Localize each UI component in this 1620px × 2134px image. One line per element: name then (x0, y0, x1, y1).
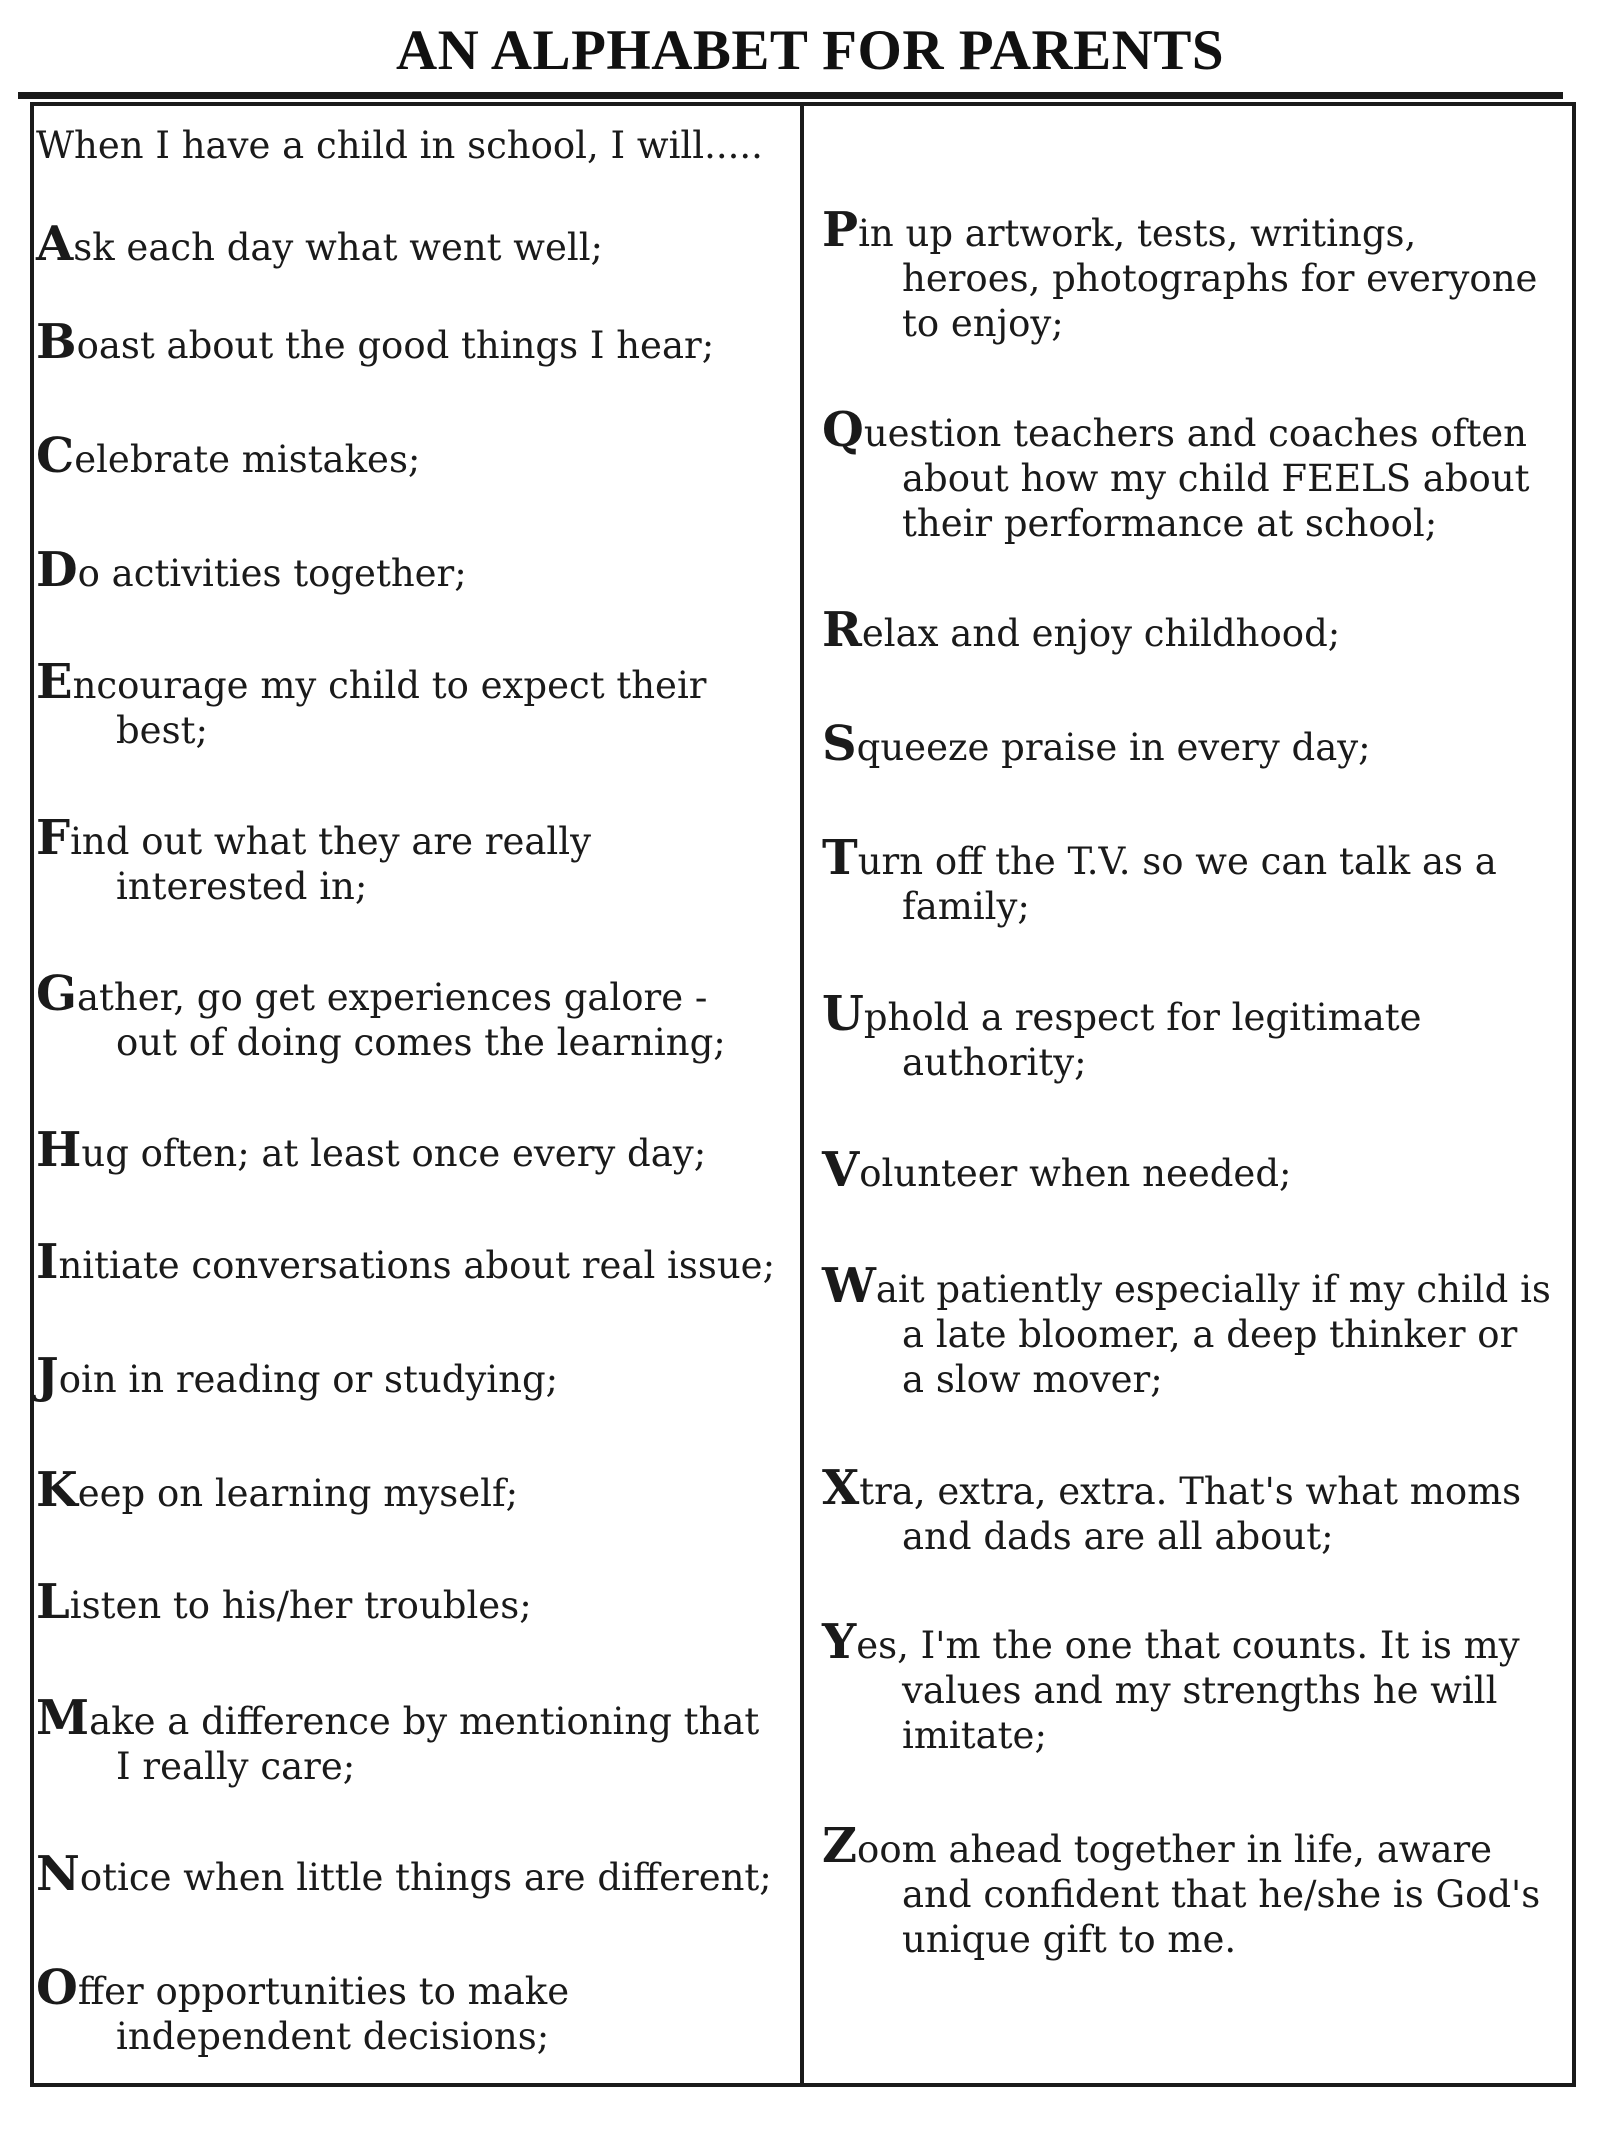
entry-initial-letter: C (36, 428, 75, 484)
entry-first-line (36, 1574, 532, 1630)
entry-text: isten to his/her troubles; (69, 1584, 532, 1627)
entry-text: queeze praise in every day; (856, 726, 1371, 769)
alphabet-entry-y (822, 1614, 1520, 1758)
entry-initial-letter: L (36, 1574, 70, 1630)
entry-first-line (822, 402, 1527, 458)
entry-text: uestion teachers and coaches often (863, 412, 1527, 455)
entry-first-line (822, 1614, 1520, 1670)
alphabet-entry-g (36, 966, 726, 1065)
alphabet-entry-i (36, 1234, 776, 1290)
entry-text: o activities together; (77, 552, 467, 595)
alphabet-entry-v (822, 1142, 1292, 1198)
alphabet-entry-x (822, 1460, 1522, 1559)
entry-initial-letter: K (36, 1462, 78, 1518)
entry-first-line (36, 966, 708, 1022)
entry-initial-letter: B (36, 314, 77, 370)
entry-text: otice when little things are different; (79, 1856, 772, 1899)
alphabet-entry-h (36, 1122, 707, 1178)
alphabet-entry-c (36, 428, 421, 484)
entry-first-line (36, 1690, 760, 1746)
entry-continuation-line: out of doing comes the learning; (116, 1021, 726, 1064)
entry-first-line (36, 1462, 519, 1518)
entry-first-line (822, 1142, 1292, 1198)
entry-continuation-line: family; (902, 885, 1030, 928)
entry-first-line (822, 986, 1422, 1042)
alphabet-entry-p (822, 202, 1538, 346)
alphabet-entry-j (36, 1348, 559, 1404)
entry-continuation-line: interested in; (116, 865, 368, 908)
entry-continuation-line: and confident that he/she is God's (902, 1873, 1541, 1916)
entry-text: oast about the good things I hear; (76, 324, 715, 367)
entry-first-line (822, 202, 1417, 258)
entry-text: urn off the T.V. so we can talk as a (857, 840, 1497, 883)
alphabet-entry-d (36, 542, 467, 598)
entry-initial-letter: Z (822, 1818, 858, 1874)
entry-text: ather, go get experiences galore - (77, 976, 708, 1019)
alphabet-entry-f (36, 810, 591, 909)
alphabet-entry-s (822, 716, 1371, 772)
entry-first-line (822, 1460, 1522, 1516)
title-rule (18, 92, 1563, 99)
alphabet-entry-u (822, 986, 1422, 1085)
entry-initial-letter: W (822, 1258, 876, 1314)
entry-continuation-line: best; (116, 709, 208, 752)
entry-first-line (822, 716, 1371, 772)
entry-first-line (36, 1122, 707, 1178)
entry-text: ffer opportunities to make (77, 1970, 570, 2013)
entry-first-line (36, 1348, 559, 1404)
entry-text: eep on learning myself; (77, 1472, 519, 1515)
entry-first-line (36, 810, 591, 866)
alphabet-entry-l (36, 1574, 532, 1630)
entry-initial-letter: G (36, 966, 77, 1022)
entry-continuation-line: their performance at school; (902, 502, 1438, 545)
entry-text: elax and enjoy childhood; (861, 612, 1341, 655)
entry-first-line (36, 428, 421, 484)
entry-text: olunteer when needed; (859, 1152, 1292, 1195)
entry-initial-letter: Q (822, 402, 864, 458)
entry-continuation-line: a slow mover; (902, 1358, 1163, 1401)
entry-first-line (36, 1846, 772, 1902)
entry-initial-letter: N (36, 1846, 80, 1902)
entry-initial-letter: J (36, 1348, 59, 1404)
entry-first-line (822, 1258, 1551, 1314)
entry-initial-letter: H (36, 1122, 82, 1178)
alphabet-entry-o (36, 1960, 570, 2059)
entry-first-line (36, 314, 715, 370)
entry-continuation-line: independent decisions; (116, 2015, 550, 2058)
entry-continuation-line: unique gift to me. (902, 1918, 1237, 1961)
entry-initial-letter: V (822, 1142, 860, 1198)
entry-continuation-line: about how my child FEELS about (902, 457, 1530, 500)
page-title: AN ALPHABET FOR PARENTS (395, 19, 1225, 82)
alphabet-entry-q (822, 402, 1530, 546)
entry-initial-letter: I (36, 1234, 59, 1290)
alphabet-entry-t (822, 830, 1497, 929)
entry-continuation-line: I really care; (116, 1745, 356, 1788)
entry-continuation-line: and dads are all about; (902, 1515, 1334, 1558)
entry-initial-letter: T (822, 830, 858, 886)
entry-initial-letter: O (36, 1960, 78, 2016)
entry-initial-letter: R (822, 602, 862, 658)
entry-text: ncourage my child to expect their (72, 664, 707, 707)
entry-initial-letter: S (822, 716, 857, 772)
entry-initial-letter: E (36, 654, 73, 710)
alphabet-entry-e (36, 654, 707, 753)
entry-continuation-line: values and my strengths he will (902, 1669, 1498, 1712)
entry-first-line (36, 1234, 776, 1290)
entry-text: sk each day what went well; (73, 226, 604, 269)
entry-text: oom ahead together in life, aware (857, 1828, 1493, 1871)
entry-first-line (822, 1818, 1493, 1874)
entry-first-line (822, 602, 1341, 658)
intro-text: When I have a child in school, I will..... (36, 124, 763, 167)
alphabet-entry-b (36, 314, 715, 370)
entry-initial-letter: A (36, 216, 74, 272)
entry-text: ait patiently especially if my child is (875, 1268, 1551, 1311)
entry-initial-letter: X (822, 1460, 860, 1516)
entry-text: ake a difference by mentioning that (89, 1700, 760, 1743)
entry-first-line (36, 542, 467, 598)
alphabet-entry-w (822, 1258, 1551, 1402)
entry-text: elebrate mistakes; (74, 438, 421, 481)
entry-text: oin in reading or studying; (58, 1358, 559, 1401)
entry-first-line (822, 830, 1497, 886)
entry-continuation-line: heroes, photographs for everyone (902, 257, 1538, 300)
entry-continuation-line: to enjoy; (902, 302, 1064, 345)
column-divider (800, 104, 804, 2085)
alphabet-entry-r (822, 602, 1341, 658)
alphabet-entry-n (36, 1846, 772, 1902)
entry-first-line (36, 1960, 570, 2016)
alphabet-entry-z (822, 1818, 1541, 1962)
entry-text: nitiate conversations about real issue; (58, 1244, 776, 1287)
entry-initial-letter: Y (822, 1614, 857, 1670)
entry-initial-letter: P (822, 202, 859, 258)
entry-initial-letter: D (36, 542, 78, 598)
entry-text: phold a respect for legitimate (863, 996, 1422, 1039)
entry-initial-letter: M (36, 1690, 90, 1746)
entry-continuation-line: authority; (902, 1041, 1087, 1084)
entry-initial-letter: F (36, 810, 71, 866)
alphabet-entry-a (36, 216, 604, 272)
entry-text: ind out what they are really (70, 820, 591, 863)
entry-continuation-line: imitate; (902, 1714, 1047, 1757)
entry-first-line (36, 216, 604, 272)
entry-text: tra, extra, extra. That's what moms (859, 1470, 1522, 1513)
entry-text: ug often; at least once every day; (81, 1132, 707, 1175)
entry-initial-letter: U (822, 986, 864, 1042)
entry-text: in up artwork, tests, writings, (858, 212, 1417, 255)
alphabet-entry-m (36, 1690, 760, 1789)
entry-first-line (36, 654, 707, 710)
entry-text: es, I'm the one that counts. It is my (856, 1624, 1520, 1667)
entry-continuation-line: a late bloomer, a deep thinker or (902, 1313, 1518, 1356)
alphabet-entry-k (36, 1462, 519, 1518)
